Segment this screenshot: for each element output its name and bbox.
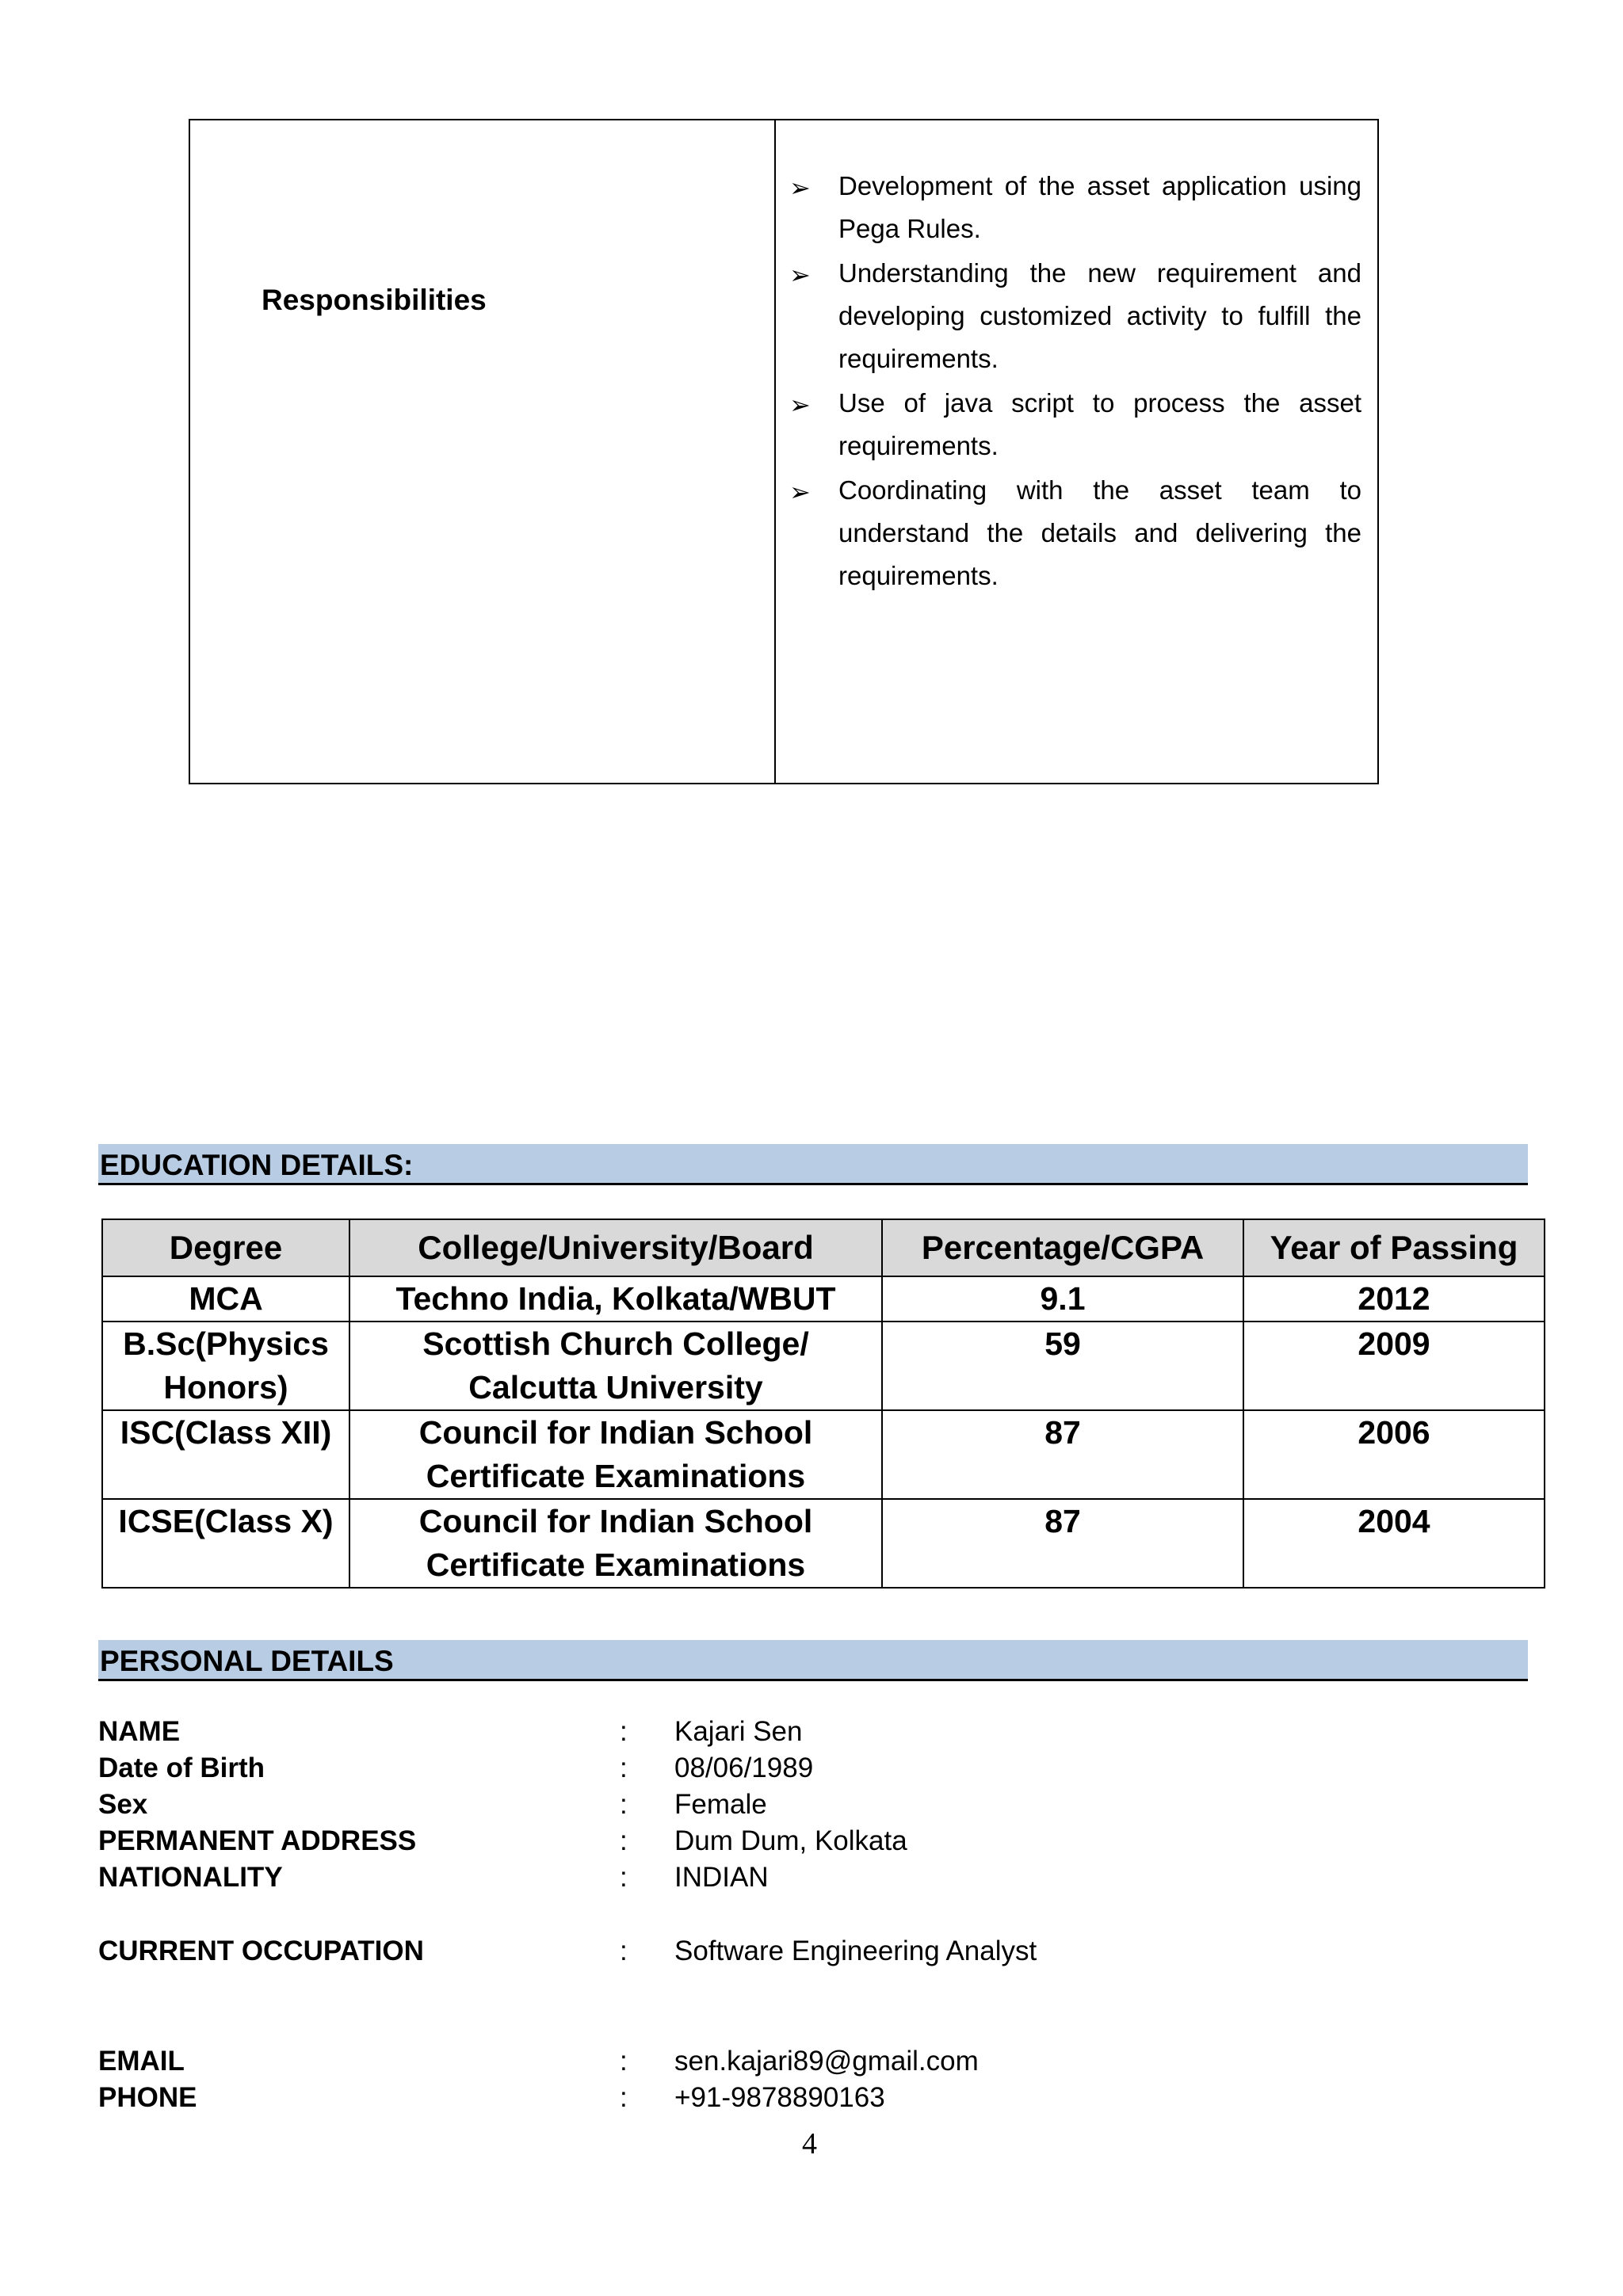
table-row: [102, 1276, 1545, 1322]
page-number: 4: [802, 2127, 817, 2161]
degree-cell: ICSE(Class X): [102, 1499, 349, 1588]
detail-value: Software Engineering Analyst: [674, 1936, 1037, 1966]
section-title: EDUCATION DETAILS:: [100, 1149, 414, 1181]
personal-section-header: [98, 1640, 1528, 1681]
degree-cell: ISC(Class XII): [102, 1410, 349, 1499]
detail-label: PHONE: [98, 2082, 197, 2113]
detail-label: PERMANENT ADDRESS: [98, 1825, 417, 1856]
detail-separator: :: [620, 1753, 628, 1783]
responsibility-text: Use of java script to process the asset requirements.: [838, 388, 1361, 460]
table-row: [102, 1499, 1545, 1588]
score-cell: 87: [882, 1499, 1243, 1588]
degree-cell: MCA: [102, 1276, 349, 1322]
score-cell: 87: [882, 1410, 1243, 1499]
detail-value: Dum Dum, Kolkata: [674, 1825, 907, 1856]
college-cell: Council for Indian School Certificate Examinations: [349, 1499, 882, 1588]
column-header-score: Percentage/CGPA: [882, 1219, 1243, 1276]
table-row: [102, 1322, 1545, 1410]
detail-separator: :: [620, 1789, 628, 1820]
college-cell: Scottish Church College/ Calcutta University: [349, 1322, 882, 1410]
college-cell: Council for Indian School Certificate Examinations: [349, 1410, 882, 1499]
education-section-header: [98, 1144, 1528, 1185]
responsibility-text: Development of the asset application using Pega Rules.: [838, 171, 1361, 243]
detail-label: CURRENT OCCUPATION: [98, 1936, 424, 1966]
arrowhead-bullet-icon: ➢: [789, 261, 811, 289]
arrowhead-bullet-icon: ➢: [789, 391, 811, 419]
responsibility-text: Coordinating with the asset team to understand the details and delivering the requirements.: [838, 475, 1361, 590]
list-item: [789, 382, 1361, 469]
detail-separator: :: [620, 1936, 628, 1966]
detail-label: Sex: [98, 1789, 148, 1820]
score-cell: 9.1: [882, 1276, 1243, 1322]
table-divider: [774, 120, 776, 783]
detail-label: Date of Birth: [98, 1753, 265, 1783]
detail-label: EMAIL: [98, 2046, 185, 2077]
section-title: PERSONAL DETAILS: [100, 1645, 394, 1677]
college-cell: Techno India, Kolkata/WBUT: [349, 1276, 882, 1322]
column-header-degree: Degree: [102, 1219, 349, 1276]
column-header-college: College/University/Board: [349, 1219, 882, 1276]
degree-cell: B.Sc(Physics Honors): [102, 1322, 349, 1410]
responsibilities-label: Responsibilities: [262, 284, 487, 316]
arrowhead-bullet-icon: ➢: [789, 174, 811, 202]
list-item: [789, 469, 1361, 599]
detail-separator: :: [620, 2046, 628, 2077]
education-table: [101, 1219, 1545, 1589]
table-header-row: [102, 1219, 1545, 1276]
arrowhead-bullet-icon: ➢: [789, 478, 811, 506]
detail-value: +91-9878890163: [674, 2082, 885, 2113]
detail-separator: :: [620, 2082, 628, 2113]
detail-value: 08/06/1989: [674, 1753, 814, 1783]
detail-value: Female: [674, 1789, 767, 1820]
year-cell: 2009: [1243, 1322, 1545, 1410]
responsibilities-list: [789, 165, 1361, 599]
list-item: [789, 252, 1361, 382]
detail-label: NATIONALITY: [98, 1862, 283, 1893]
column-header-year: Year of Passing: [1243, 1219, 1545, 1276]
detail-label: NAME: [98, 1716, 181, 1747]
detail-value: Kajari Sen: [674, 1716, 803, 1747]
year-cell: 2012: [1243, 1276, 1545, 1322]
detail-separator: :: [620, 1862, 628, 1893]
responsibility-text: Understanding the new requirement and developing customized activity to fulfill the requirements.: [838, 258, 1361, 373]
year-cell: 2004: [1243, 1499, 1545, 1588]
year-cell: 2006: [1243, 1410, 1545, 1499]
responsibilities-table: [189, 119, 1379, 784]
table-row: [102, 1410, 1545, 1499]
detail-separator: :: [620, 1716, 628, 1747]
detail-value: sen.kajari89@gmail.com: [674, 2046, 979, 2077]
detail-separator: :: [620, 1825, 628, 1856]
score-cell: 59: [882, 1322, 1243, 1410]
detail-value: INDIAN: [674, 1862, 769, 1893]
list-item: [789, 165, 1361, 252]
